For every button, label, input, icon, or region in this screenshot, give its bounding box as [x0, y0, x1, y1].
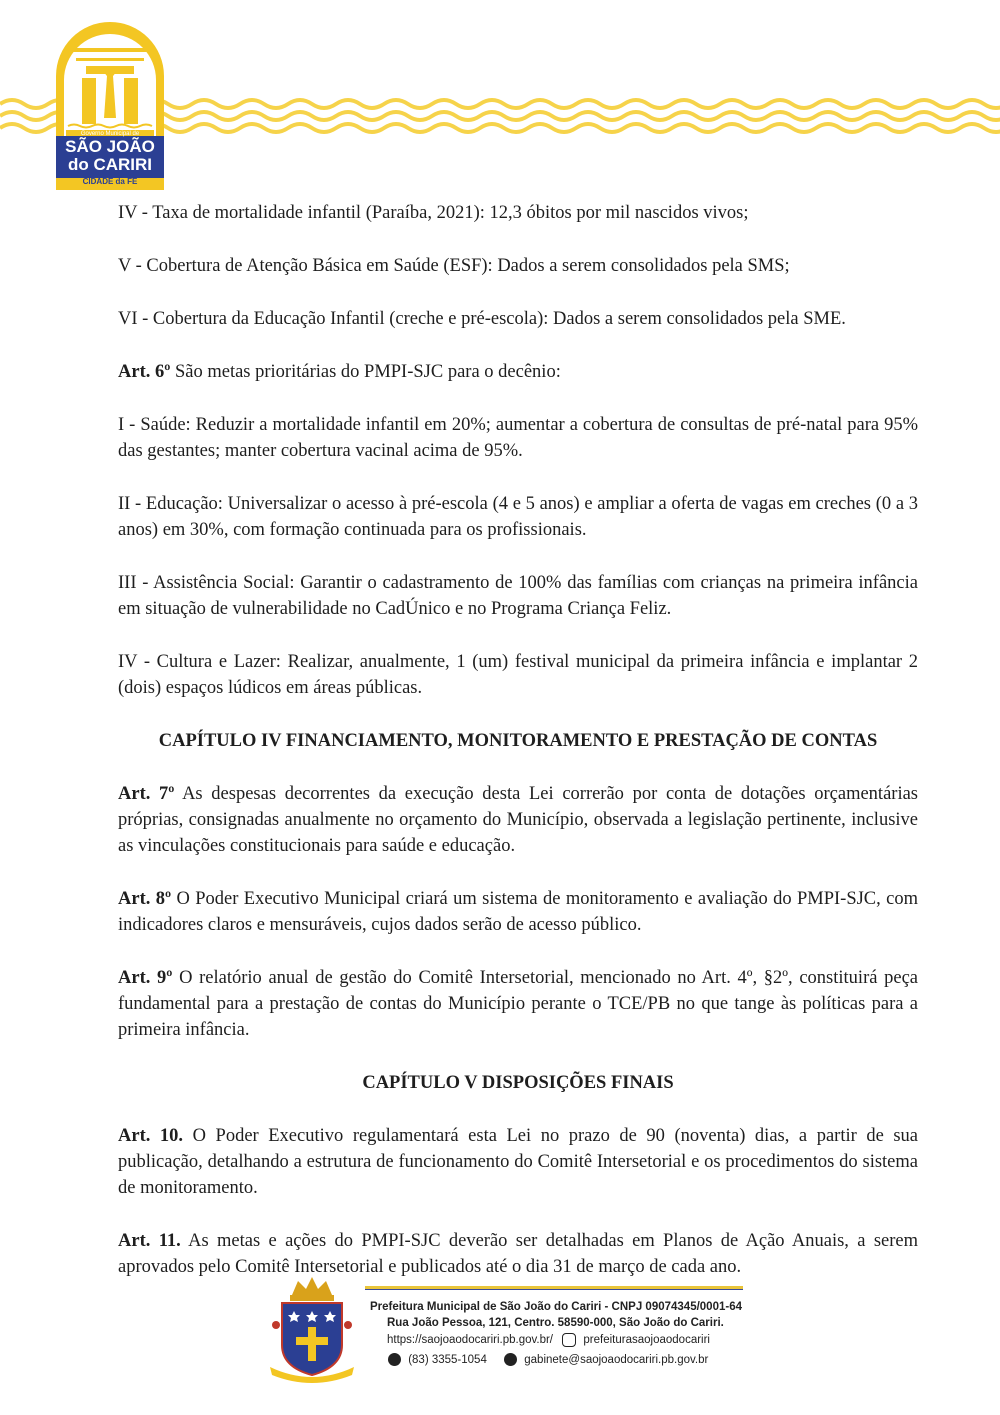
article-label: Art. 7º — [118, 784, 175, 804]
footer-phone[interactable]: (83) 3355-1054 — [408, 1354, 487, 1366]
footer-address: Rua João Pessoa, 121, Centro. 58590-000, São João do Cariri. — [387, 1317, 724, 1329]
chapter-heading: CAPÍTULO IV FINANCIAMENTO, MONITORAMENTO E PRESTAÇÃO DE CONTAS — [158, 731, 878, 751]
article-label: Art. 11. — [118, 1231, 181, 1251]
footer-email[interactable]: gabinete@saojoaodocariri.pb.gov.br — [524, 1354, 709, 1366]
logo-tagline: CIDADE da FÉ — [82, 177, 138, 186]
article-7: Art. 7º As despesas decorrentes da execução desta Lei correrão por conta de dotações orçamentárias próprias, consignadas anualmente no orçamento do Município, observada a legislação pertinente, inclusive as vinculações constitucionais para saúde e educação. — [118, 784, 918, 856]
goal-item: III - Assistência Social: Garantir o cadastramento de 100% das famílias com crianças na primeira infância em situação de vulnerabilidade no CadÚnico e no Programa Criança Feliz. — [118, 573, 918, 619]
indicator-item: IV - Taxa de mortalidade infantil (Paraíba, 2021): 12,3 óbitos por mil nascidos vivos; — [118, 203, 749, 223]
goal-item: IV - Cultura e Lazer: Realizar, anualmente, 1 (um) festival municipal da primeira infância e implantar 2 (dois) espaços lúdicos em áreas públicas. — [118, 652, 918, 698]
chapter-heading: CAPÍTULO V DISPOSIÇÕES FINAIS — [362, 1073, 674, 1093]
goal-item: II - Educação: Universalizar o acesso à pré-escola (4 e 5 anos) e ampliar a oferta de vagas em creches (0 a 3 anos) em 30%, com formação continuada para os profissionais. — [118, 494, 918, 540]
logo-government-label: Governo Municipal de — [80, 131, 140, 137]
indicator-item: VI - Cobertura da Educação Infantil (creche e pré-escola): Dados a serem consolidados pela SME. — [118, 309, 846, 329]
phone-icon — [388, 1353, 401, 1366]
article-6: Art. 6º São metas prioritárias do PMPI-SJC para o decênio: — [118, 362, 561, 382]
municipal-crest-icon — [264, 1275, 360, 1385]
article-8: Art. 8º O Poder Executivo Municipal criará um sistema de monitoramento e avaliação do PMPI-SJC, com indicadores claros e mensuráveis, cujos dados serão de acesso público. — [118, 889, 919, 935]
article-label: Art. 9º — [118, 968, 173, 988]
article-11: Art. 11. As metas e ações do PMPI-SJC deverão ser detalhadas em Planos de Ação Anuais, a serem aprovados pelo Comitê Intersetorial e publicados até o dia 31 de março de cada ano. — [118, 1231, 918, 1277]
article-10: Art. 10. O Poder Executivo regulamentará esta Lei no prazo de 90 (noventa) dias, a partir de sua publicação, detalhando a estrutura de funcionamento do Comitê Intersetorial e os procedimentos do sistema de monitoramento. — [118, 1126, 918, 1198]
footer-instagram[interactable]: prefeiturasaojoaodocariri — [583, 1334, 710, 1347]
document-body — [118, 200, 918, 1280]
footer-divider-thin — [365, 1289, 743, 1290]
logo-name-line1: SÃO JOÃO — [65, 137, 155, 156]
footer-contact-line-2 — [388, 1353, 708, 1367]
logo-name-line2: do CARIRI — [67, 155, 153, 174]
article-label: Art. 6º — [118, 362, 171, 382]
article-label: Art. 8º — [118, 889, 172, 909]
footer-institution: Prefeitura Municipal de São João do Cariri - CNPJ 09074345/0001-64 — [370, 1301, 742, 1313]
indicator-item: V - Cobertura de Atenção Básica em Saúde (ESF): Dados a serem consolidados pela SMS; — [118, 256, 790, 276]
article-label: Art. 10. — [118, 1126, 184, 1146]
footer-website[interactable]: https://saojoaodocariri.pb.gov.br/ — [387, 1334, 553, 1347]
instagram-icon — [562, 1333, 576, 1347]
goal-item: I - Saúde: Reduzir a mortalidade infantil em 20%; aumentar a cobertura de consultas de pré-natal para 95% das gestantes; manter cobertura vacinal acima de 95%. — [118, 415, 918, 461]
email-icon — [504, 1353, 517, 1366]
footer-contact-line — [387, 1333, 710, 1347]
article-9: Art. 9º O relatório anual de gestão do Comitê Intersetorial, mencionado no Art. 4º, §2º, constituirá peça fundamental para a prestação de contas do Município perante o TCE/PB no que tange às políticas para a primeira infância. — [118, 968, 919, 1040]
